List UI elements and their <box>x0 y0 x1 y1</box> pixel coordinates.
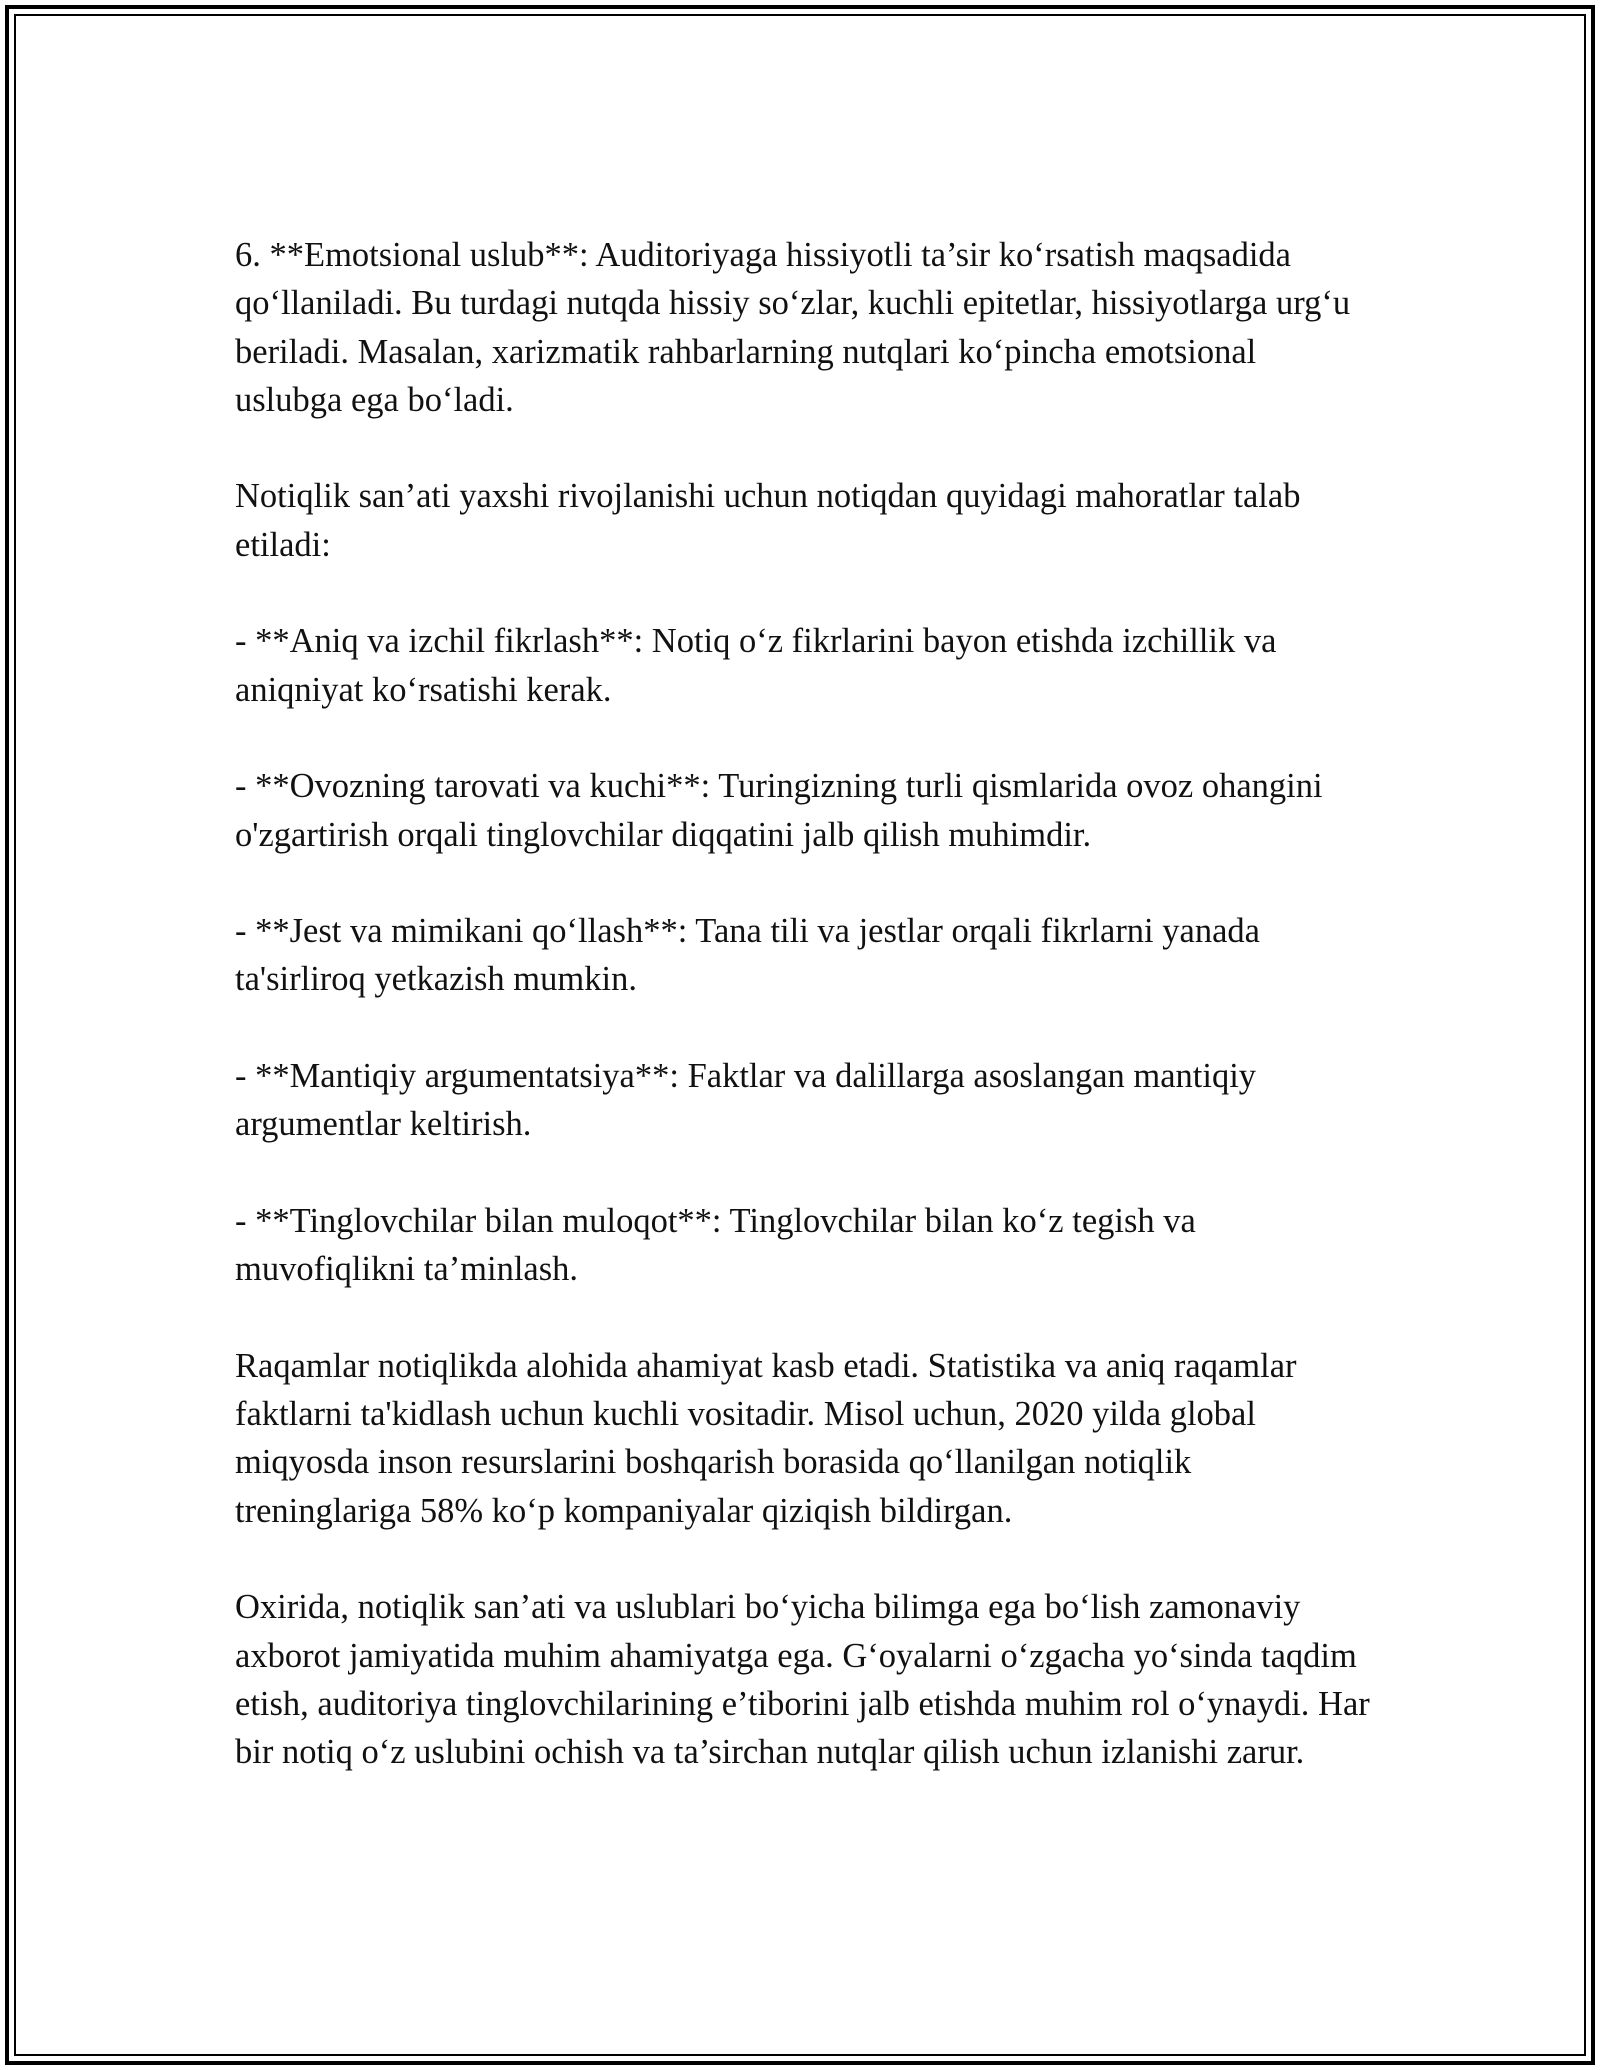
list-item-gesture: - **Jest va mimikani qo‘llash**: Tana tili va jestlar orqali fikrlarni yanada ta'sirliroq yetkazish mumkin. <box>235 912 1260 999</box>
paragraph-skills-intro: Notiqlik san’ati yaxshi rivojlanishi uchun notiqdan quyidagi mahoratlar talab etiladi: <box>235 477 1301 564</box>
list-item-voice: - **Ovozning tarovati va kuchi**: Turingizning turli qismlarida ovoz ohangini o'zgartirish orqali tinglovchilar diqqatini jalb qilish muhimdir. <box>235 767 1323 854</box>
list-item-clear-thinking: - **Aniq va izchil fikrlash**: Notiq o‘z fikrlarini bayon etishda izchillik va aniqniyat ko‘rsatishi kerak. <box>235 622 1277 709</box>
list-item-audience-contact: - **Tinglovchilar bilan muloqot**: Tinglovchilar bilan ko‘z tegish va muvofiqlikni ta’minlash. <box>235 1201 1196 1289</box>
list-item-argumentation: - **Mantiqiy argumentatsiya**: Faktlar va dalillarga asoslangan mantiqiy argumentlar keltirish. <box>235 1057 1257 1144</box>
document-body <box>235 231 1370 1777</box>
paragraph-numbers: Raqamlar notiqlikda alohida ahamiyat kasb etadi. Statistika va aniq raqamlar faktlarni ta'kidlash uchun kuchli vositadir. Misol uchun, 2020 yilda global miqyosda inson resurslarini boshqarish borasida qo‘llanilgan notiqlik treninglariga 58% ko‘p kompaniyalar qiziqish bildirgan. <box>235 1346 1297 1530</box>
paragraph-emotional-style: 6. **Emotsional uslub**: Auditoriyaga hissiyotli ta’sir ko‘rsatish maqsadida qo‘llaniladi. Bu turdagi nutqda hissiy so‘zlar, kuchli epitetlar, hissiyotlarga urg‘u beriladi. Masalan, xarizmatik rahbarlarning nutqlari ko‘pincha emotsional uslubga ega bo‘ladi. <box>235 236 1351 419</box>
paragraph-conclusion: Oxirida, notiqlik san’ati va uslublari bo‘yicha bilimga ega bo‘lish zamonaviy axborot jamiyatida muhim ahamiyatga ega. G‘oyalarni o‘zgacha yo‘sinda taqdim etish, auditoriya tinglovchilarining e’tiborini jalb etishda muhim rol o‘ynaydi. Har bir notiq o‘z uslubini ochish va ta’sirchan nutqlar qilish uchun izlanishi zarur. <box>235 1588 1370 1772</box>
